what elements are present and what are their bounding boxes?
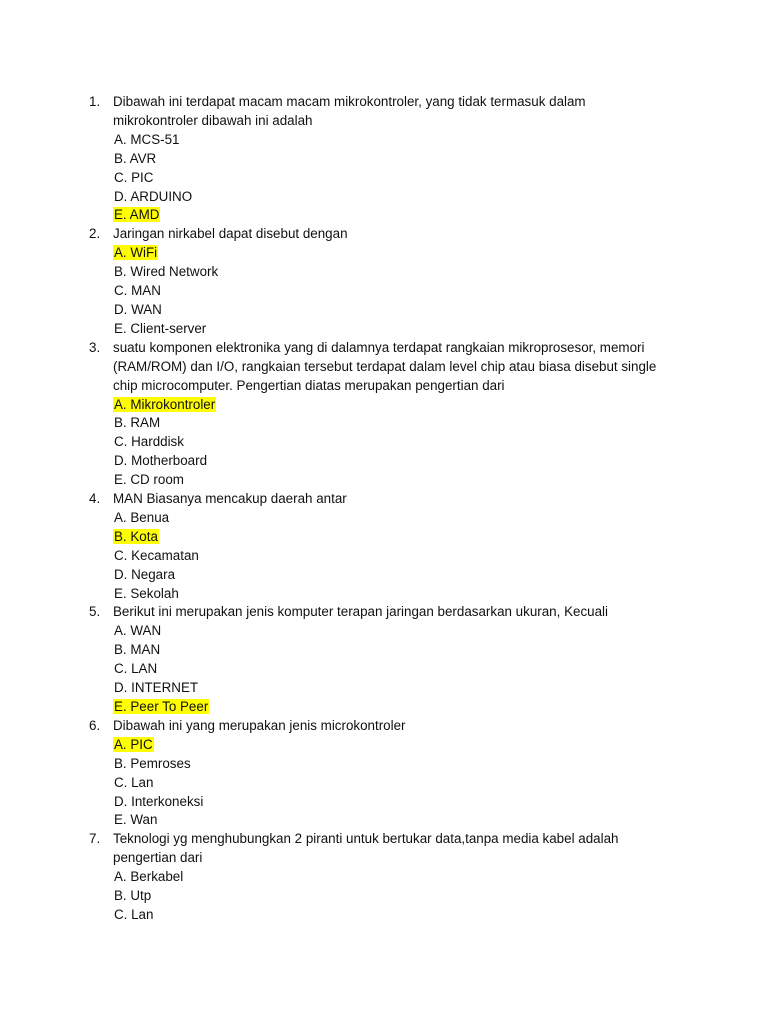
option-a-highlighted-answer: A. Mikrokontroler xyxy=(114,396,216,412)
option-e: E. Sekolah xyxy=(114,585,179,601)
option-a: A. Berkabel xyxy=(114,869,184,885)
question-number: 4. xyxy=(89,491,101,507)
question-number: 6. xyxy=(89,717,101,733)
question-text: MAN Biasanya mencakup daerah antar xyxy=(113,491,347,507)
question-3 xyxy=(89,339,679,490)
option-b: B. RAM xyxy=(114,415,161,431)
option-c: C. Lan xyxy=(114,906,154,922)
option-c: C. LAN xyxy=(114,661,158,677)
option-b: B. Utp xyxy=(114,888,152,904)
option-a-highlighted-answer: A. PIC xyxy=(114,736,153,752)
option-d: D. Motherboard xyxy=(114,453,208,469)
option-a-highlighted-answer: A. WiFi xyxy=(114,245,158,261)
option-e: E. Wan xyxy=(114,812,158,828)
option-d: D. Negara xyxy=(114,566,176,582)
question-number: 5. xyxy=(89,604,101,620)
question-number: 2. xyxy=(89,226,101,242)
question-2 xyxy=(89,225,679,338)
question-text: suatu komponen elektronika yang di dalamnya terdapat rangkaian mikroprosesor, memori (RAM/ROM) dan I/O, rangkaian tersebut terdapat dalam level chip atau biasa disebut single chip microcomputer. Pengertian diatas merupakan pengertian dari xyxy=(113,339,657,393)
option-d: D. WAN xyxy=(114,301,162,317)
option-b-highlighted-answer: B. Kota xyxy=(114,528,158,544)
option-c: C. PIC xyxy=(114,169,154,185)
option-b: B. Wired Network xyxy=(114,264,219,280)
question-text: Dibawah ini terdapat macam macam mikrokontroler, yang tidak termasuk dalam mikrokontroler dibawah ini adalah xyxy=(113,94,586,128)
option-c: C. Lan xyxy=(114,774,154,790)
question-text: Teknologi yg menghubungkan 2 piranti untuk bertukar data,tanpa media kabel adalah pengertian dari xyxy=(113,831,619,866)
question-text: Jaringan nirkabel dapat disebut dengan xyxy=(113,226,348,242)
option-c: C. MAN xyxy=(114,283,161,299)
option-c: C. Kecamatan xyxy=(114,547,199,563)
option-c: C. Harddisk xyxy=(114,434,184,450)
option-b: B. MAN xyxy=(114,642,161,658)
option-a: A. MCS-51 xyxy=(114,131,180,147)
question-list xyxy=(89,93,679,925)
question-6 xyxy=(89,717,679,830)
option-e: E. Client-server xyxy=(114,320,207,336)
option-d: D. ARDUINO xyxy=(114,188,193,204)
question-5 xyxy=(89,603,679,716)
option-d: D. Interkoneksi xyxy=(114,793,204,809)
option-d: D. INTERNET xyxy=(114,680,199,696)
option-e: E. CD room xyxy=(114,472,184,488)
option-a: A. WAN xyxy=(114,623,162,639)
question-4 xyxy=(89,490,679,603)
option-a: A. Benua xyxy=(114,509,170,525)
question-number: 3. xyxy=(89,339,101,355)
question-text: Berikut ini merupakan jenis komputer terapan jaringan berdasarkan ukuran, Kecuali xyxy=(113,604,608,620)
option-b: B. Pemroses xyxy=(114,755,191,771)
option-e-highlighted-answer: E. AMD xyxy=(114,207,160,223)
question-1 xyxy=(89,93,679,225)
option-e-highlighted-answer: E. Peer To Peer xyxy=(114,699,209,714)
option-b: B. AVR xyxy=(114,150,157,166)
question-7 xyxy=(89,830,679,925)
question-number: 1. xyxy=(89,94,101,109)
question-number: 7. xyxy=(89,831,101,847)
question-text: Dibawah ini yang merupakan jenis microkontroler xyxy=(113,717,406,733)
